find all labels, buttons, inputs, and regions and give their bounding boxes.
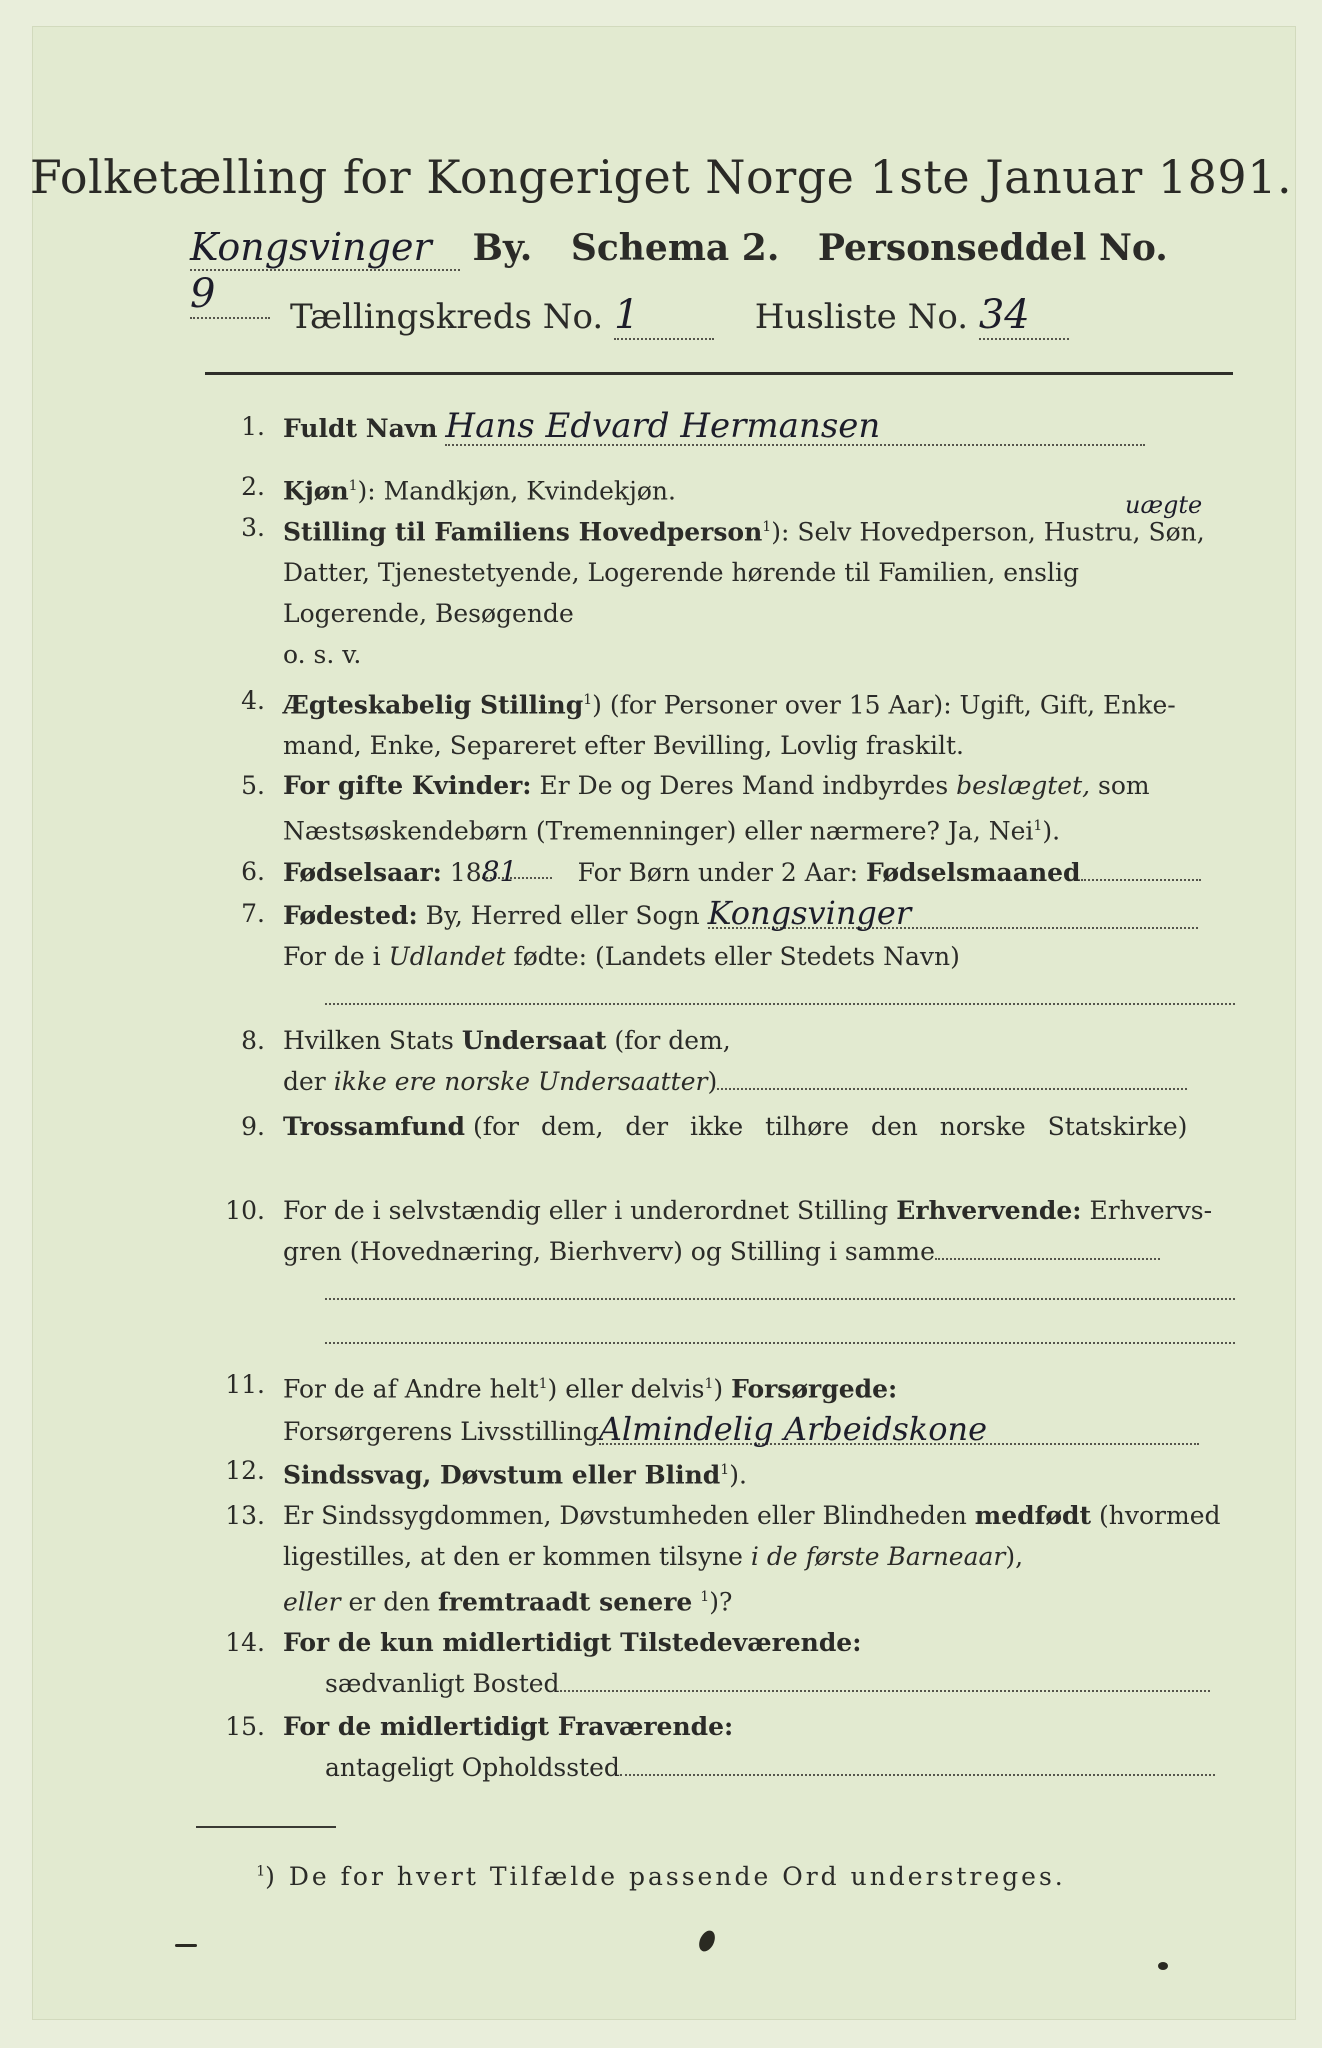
item-text [283,1190,1235,1272]
probable-residence-label: antageligt Opholdssted [325,1753,620,1782]
personseddel-label: Personseddel No. [817,227,1168,269]
item-text: Ægteskabelig Stilling$^1$) (for Personer over 15 Aar): Ugift, Gift, Enke- mand, Enke, Separeret efter Bevilling, Lovlig fraskilt. [283,690,1176,761]
item-text: Hvilken Stats Undersaat (for dem, der ikke ere norske Undersaatter) [283,1020,1235,1102]
item-marital-status [205,680,1245,762]
onset-text-6: er den [348,1587,431,1617]
onset-label-2: fremtraadt senere [438,1587,693,1617]
item-married-women [205,765,1245,847]
schema-label: Schema 2. [570,227,780,269]
religion-text: (for dem, der ikke tilhøre den norske Statskirke) [472,1112,1188,1141]
item-number: 15. [225,1712,265,1741]
onset-text-3: ligestilles, at den er kommen tilsyne [283,1542,743,1571]
occupation-label: Erhvervende: [896,1196,1082,1225]
item-text: For de af Andre helt$^1$) eller delvis$^1$) Forsørgede: Forsørgerens LivsstillingAlmindelig Arbeidskone [283,1364,1235,1452]
dependents-label: Forsørgede: [731,1374,898,1404]
married-women-text-2: beslægtet, [956,771,1091,800]
item-number: 12. [225,1456,265,1485]
item-label: Stilling til Familiens Hovedperson [283,517,763,547]
footnote-mark: 1 [256,1863,266,1880]
item-temporary-absent [205,1706,1245,1788]
probable-residence-blank [620,1748,1215,1776]
abroad-text-2: Udlandet [388,942,506,971]
citizenship-text-3: ikke ere norske Undersaatter [333,1067,708,1096]
item-label: For gifte Kvinder: [283,771,532,800]
family-position-options-2: Datter, Tjenestetyende, Logerende hørende til Familien, enslig [283,558,1080,588]
occupation-text-2: Erhvervs- [1089,1196,1213,1225]
item-number: 4. [241,686,265,715]
item-birth-year [205,851,1245,892]
item-number: 2. [241,472,265,501]
item-text: Sindssvag, Døvstum eller Blind$^1$). [283,1460,747,1490]
item-number: 14. [225,1628,265,1657]
item-text: Kjøn$^1$): Mandkjøn, Kvindekjøn. [283,476,676,506]
ink-mark [1158,1962,1168,1970]
item-text: Stilling til Familiens Hovedperson$^1$): Selv Hovedperson, Hustru, Søn, Datter, Tjenestetyende, Logerende hørende til Familien, enslig Logerende, Besøgende o. s. v. [283,517,1205,670]
citizenship-blank [717,1062,1187,1090]
usual-residence-blank [560,1664,1210,1692]
item-label: Ægteskabelig Stilling [283,690,584,720]
item-temporary-present [205,1622,1245,1704]
item-text [283,1106,1235,1147]
item-number: 9. [241,1112,265,1141]
full-name-answer: Hans Edvard Hermansen [445,406,1145,446]
footnote-ref: 1 [1033,818,1043,834]
marital-options-2: mand, Enke, Separeret efter Bevilling, Lovlig fraskilt. [283,731,964,761]
footnote-ref: 1 [583,692,593,708]
item-number: 13. [225,1501,265,1530]
item-label: For de midlertidigt Fraværende: [283,1712,734,1741]
husliste-number: 34 [979,292,1069,340]
onset-text-4: i de første Barneaar [750,1542,1006,1571]
item-religion [205,1106,1245,1166]
item-number: 1. [241,412,265,441]
onset-text-5: eller [283,1587,341,1617]
birthplace-abroad-blank [325,1003,1235,1005]
occupation-text-3: gren (Hovednæring, Bierhverv) og Stilling i samme [283,1237,935,1266]
onset-text-1: Er Sindssygdommen, Døvstumheden eller Blindheden [283,1501,967,1530]
item-number: 11. [225,1370,265,1399]
item-number: 8. [241,1026,265,1055]
abroad-text-3: fødte: (Landets eller Stedets Navn) [513,942,960,971]
form-title: Folketælling for Kongeriget Norge 1ste Januar 1891. [29,150,1293,204]
family-position-options-1: Selv Hovedperson, Hustru, Søn, [797,517,1205,547]
citizenship-text-2: der [283,1067,326,1096]
item-disability [205,1450,1245,1491]
item-gender [205,466,1245,507]
married-women-text-4: Næstsøskendebørn (Tremenninger) eller nærmere? Ja, Nei [283,816,1034,846]
handwritten-annotation: uægte [1125,491,1203,519]
occupation-blank-3 [325,1342,1235,1344]
birth-month-label: Fødselsmaaned [866,858,1081,887]
item-number: 5. [241,771,265,800]
item-label: For de kun midlertidigt Tilstedeværende: [283,1628,862,1657]
personseddel-number: 9 [190,271,270,319]
married-women-text-1: Er De og Deres Mand indbyrdes [539,771,949,800]
city-handwritten: Kongsvinger [190,225,460,271]
abroad-text-1: For de i [283,942,381,971]
item-label: Sindssvag, Døvstum eller Blind [283,1460,721,1490]
header-line-kreds [290,292,1190,342]
item-number: 7. [241,899,265,928]
item-number: 3. [241,513,265,542]
item-label: Fuldt Navn [283,414,438,443]
marital-options-1: (for Personer over 15 Aar): Ugift, Gift, Enke- [609,690,1176,720]
footnote-ref: 1 [348,478,358,494]
item-text [283,406,1235,449]
footnote-rule [196,1826,336,1828]
item-label: Fødselsaar: [283,858,442,887]
footnote-ref: 1 [704,1376,714,1392]
onset-text-2: (hvormed [1099,1501,1221,1530]
kreds-label: Tællingskreds No. [290,297,604,337]
family-position-options-3: Logerende, Besøgende [283,599,574,629]
item-birthplace [205,893,1245,1013]
birth-year-answer: 81 [482,851,552,879]
dependents-text-1: For de af Andre helt [283,1374,539,1404]
by-label: By. [472,227,533,269]
birth-month-blank [1081,853,1201,881]
provider-label: Forsørgerens Livsstilling [283,1417,599,1447]
ink-mark [175,1944,197,1947]
married-women-text-3: som [1098,771,1150,800]
item-label: Trossamfund [283,1112,466,1141]
item-label: Fødested: [283,901,418,930]
footnote-ref: 1 [720,1462,730,1478]
item-label: Kjøn [283,476,349,506]
item-dependents [205,1364,1245,1449]
birthplace-text: By, Herred eller Sogn [425,901,700,930]
item-text [283,893,1235,977]
onset-label: medfødt [974,1501,1092,1530]
birthplace-answer: Kongsvinger [708,893,1198,929]
footnote-ref: 1 [700,1589,710,1605]
item-text [283,851,1235,893]
item-text [283,1622,1235,1704]
birth-month-note: For Børn under 2 Aar: [577,858,859,887]
item-label: Hvilken Stats [283,1026,454,1055]
citizenship-text-1: (for dem, [614,1026,731,1055]
item-text: For gifte Kvinder: Er De og Deres Mand indbyrdes beslægtet, som Næstsøskendebørn (Tremenninger) eller nærmere? Ja, Nei$^1$). [283,771,1150,846]
kreds-number: 1 [614,292,714,340]
footnote-ref: 1 [762,519,772,535]
husliste-label: Husliste No. [754,297,968,337]
dependents-text-2: eller delvis [565,1374,705,1404]
item-citizenship [205,1020,1245,1102]
gender-options: Mandkjøn, Kvindekjøn. [383,476,676,506]
usual-residence-label: sædvanligt Bosted [325,1669,560,1698]
occupation-blank-1 [935,1232,1160,1260]
footnote: $^1$) De for hvert Tilfælde passende Ord understreges. [256,1862,1066,1891]
item-full-name [205,406,1245,456]
occupation-blank-2 [325,1298,1235,1300]
item-number: 10. [225,1196,265,1225]
occupation-text-1: For de i selvstændig eller i underordnet Stilling [283,1196,889,1225]
birth-year-prefix: 18 [449,858,482,887]
item-text: Er Sindssygdommen, Døvstumheden eller Blindheden medfødt (hvormed ligestilles, at den er kommen tilsyne i de første Barneaar), eller er den fremtraadt senere $^1$)? [283,1501,1221,1617]
item-label-bold: Undersaat [461,1026,607,1055]
family-position-options-4: o. s. v. [283,640,362,670]
item-number: 6. [241,857,265,886]
footnote-text: De for hvert Tilfælde passende Ord understreges. [288,1862,1066,1891]
item-text [283,1706,1235,1788]
header-rule [205,372,1233,375]
footnote-ref: 1 [538,1376,548,1392]
item-disability-onset [205,1495,1245,1620]
provider-answer: Almindelig Arbeidskone [599,1409,1199,1445]
item-occupation [205,1190,1245,1350]
